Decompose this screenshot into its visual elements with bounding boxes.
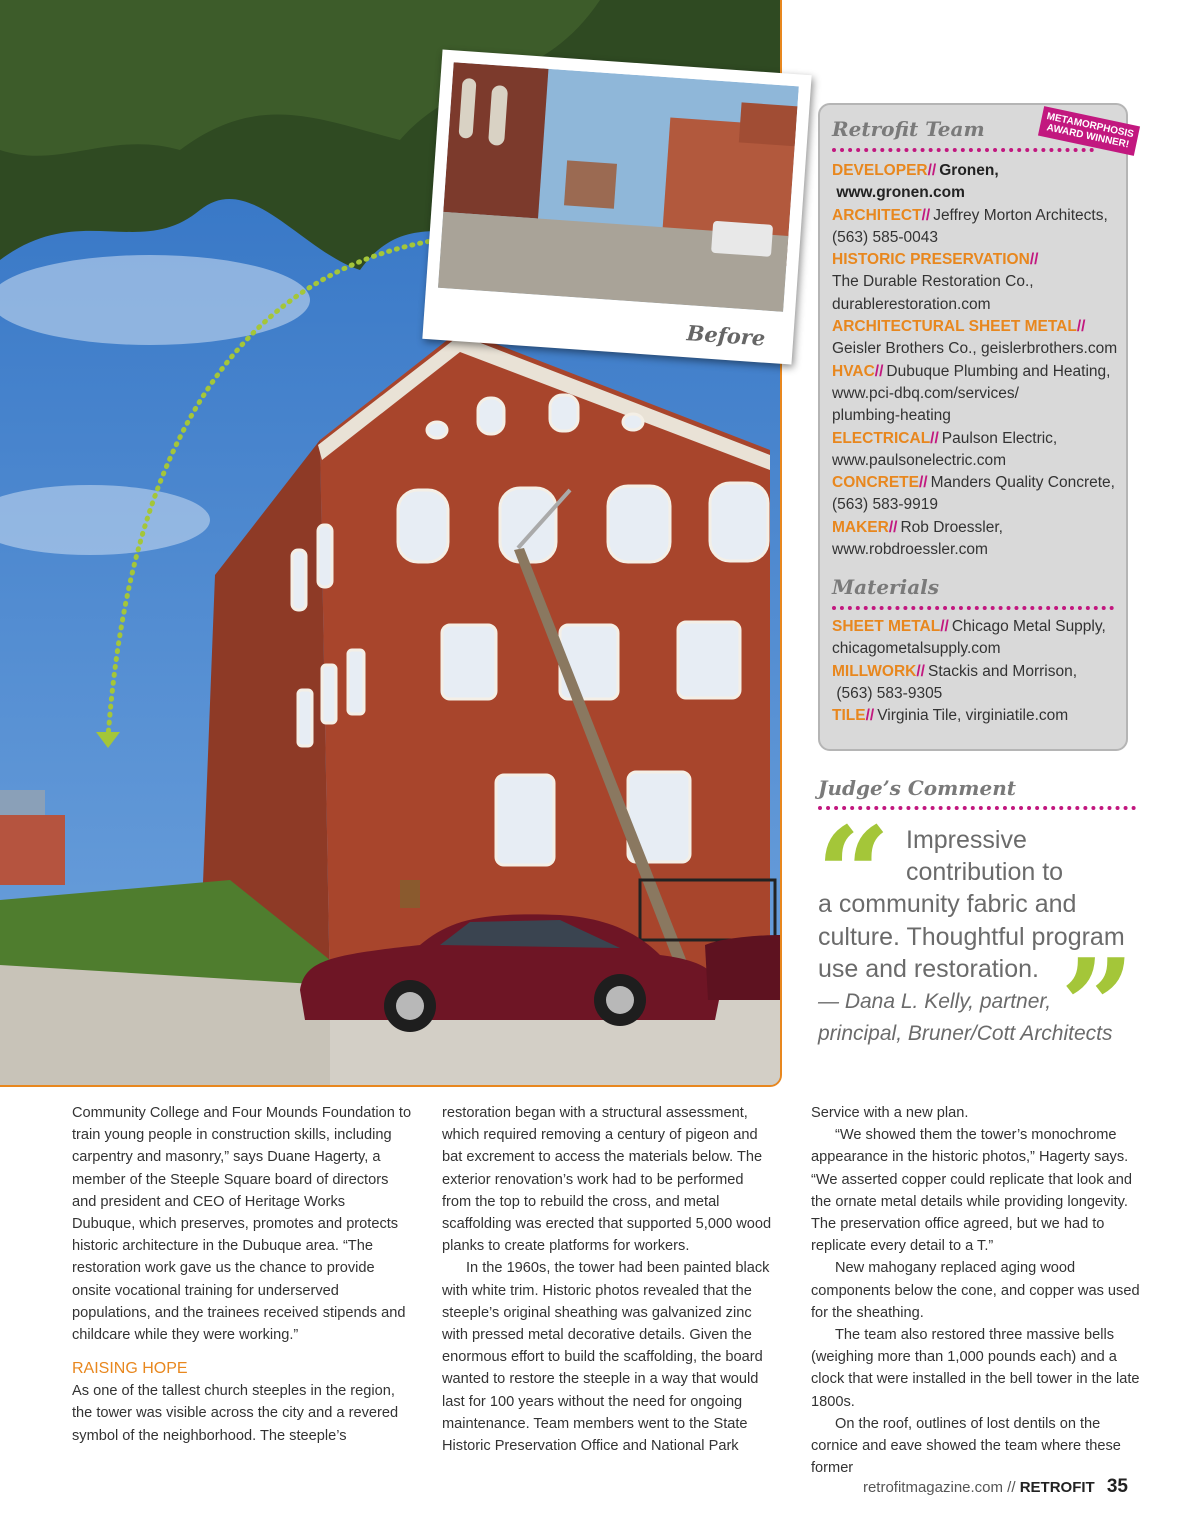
entry-label: DEVELOPER: [832, 162, 928, 179]
footer-site: retrofitmagazine.com //: [862, 1479, 1016, 1496]
team-entry-developer: DEVELOPER// Gronen,: [832, 162, 999, 179]
before-photo: [422, 49, 811, 364]
paragraph: As one of the tallest church steeples in the region, the tower was visible across the city and a revered symbol of the neighborhood. The steeple’s: [72, 1383, 399, 1444]
materials-divider: [832, 606, 1114, 610]
team-entry-maker: MAKER// Rob Droessler,: [832, 518, 1003, 536]
team-entry-historic-preservation: HISTORIC PRESERVATION//: [832, 251, 1039, 269]
team-list: DEVELOPER// Gronen, www.gronen.com ARCHITECT// Jeffrey Morton Architects, (563) 585-0043 HISTORIC PRESERVATION// The Durable Restoration Co., durablerestoration.com ARCHITECTURAL SHEET METAL// Geisler Brothers Co., geislerbrothers.com HVAC// Dubuque Plumbing and Heating, www.pci-dbq.com/services/ plumbing-heating ELECTRICAL// Paulson Electric, www.paulsonelectric.com CONCRETE// Manders Quality Concrete, (563) 583-9919 MAKER// Rob Droessler, www.robdroessler.com: [832, 160, 1122, 561]
paragraph: In the 1960s, the tower had been painted black with white trim. Historic photos revealed that the steeple’s original sheathing was galvanized zinc with pressed metal decorative details. Given the enormous effort to build the scaffolding, the board wanted to restore the steeple in a way that would last for 100 years without the need for ongoing maintenance. Team members went to the State Historic Preservation Office and National Park: [442, 1260, 770, 1455]
paragraph: Service with a new plan.: [811, 1105, 969, 1121]
close-quote-icon: ”: [1060, 930, 1135, 1083]
section-heading-raising-hope: RAISING HOPE: [72, 1360, 188, 1378]
footer-magazine: RETROFIT: [1019, 1479, 1095, 1496]
quote-line-2: contribution to: [906, 858, 1064, 886]
page-footer: [863, 1476, 1128, 1498]
award-badge: METAMORPHOSIS AWARD WINNER!: [1038, 106, 1140, 156]
paragraph: Community College and Four Mounds Foundation to train young people in construction skills, including carpentry and masonry,” says Duane Hagerty, a member of the Steeple Square board of directors and president and CEO of Heritage Works Dubuque, which preserves, promotes and protects historic architecture in the Dubuque area. “The restoration work gave us the chance to provide onsite vocational training for underserved populations, and the trainees received stipends and childcare while they were working.”: [72, 1105, 412, 1344]
article-column-2: [442, 1102, 772, 1457]
judges-comment-heading: Judge’s Comment: [818, 776, 1016, 800]
paragraph: On the roof, outlines of lost dentils on the cornice and eave showed the team where these former: [811, 1415, 1121, 1477]
page-number: 35: [1106, 1476, 1128, 1497]
material-entry-sheet-metal: SHEET METAL// Chicago Metal Supply,: [832, 618, 1106, 635]
paragraph: The team also restored three massive bells (weighing more than 1,000 pounds each) and a clock that were installed in the bell tower in the late 1800s.: [811, 1327, 1140, 1410]
team-entry-architect-phone: (563) 585-0043: [832, 228, 938, 246]
paragraph: New mahogany replaced aging wood components below the cone, and copper was used for the sheathing.: [811, 1260, 1140, 1321]
team-entry-architect: ARCHITECT// Jeffrey Morton Architects,: [832, 206, 1108, 224]
retrofit-team-heading: Retrofit Team: [832, 117, 985, 141]
paragraph: restoration began with a structural assessment, which required removing a century of pigeon and bat excrement to access the materials below. The exterior renovation’s work had to be performed from the top to rebuild the cross, and metal scaffolding was erected that supported 5,000 wood planks to create platforms for workers.: [442, 1105, 772, 1255]
quote-attribution: — Dana L. Kelly, partner, principal, Bruner/Cott Architects: [818, 990, 1113, 1045]
before-photo-illustration: [438, 62, 799, 312]
team-entry-developer-url: www.gronen.com: [836, 184, 965, 202]
material-entry-millwork: MILLWORK// Stackis and Morrison,: [832, 662, 1078, 680]
article-column-3: [811, 1102, 1145, 1479]
paragraph: “We showed them the tower’s monochrome appearance in the historic photos,” Hagerty says. “We asserted copper could replicate that look and the ornate metal details while providing longevity. The preservation office agreed, but we had to replicate every detail to a T.”: [811, 1127, 1132, 1255]
team-entry-sheet-metal: ARCHITECTURAL SHEET METAL//: [832, 318, 1086, 336]
heading-divider: [832, 148, 1094, 152]
open-quote-icon: “: [816, 798, 891, 951]
entry-text: Gronen,: [939, 162, 999, 179]
material-entry-tile: TILE// Virginia Tile, virginiatile.com: [832, 707, 1069, 725]
quote-line-5: use and restoration.: [818, 955, 1039, 983]
team-entry-electrical: ELECTRICAL// Paulson Electric,: [832, 429, 1058, 447]
quote-line-4: culture. Thoughtful program: [818, 923, 1125, 951]
materials-heading: Materials: [832, 575, 940, 599]
before-label: Before: [685, 320, 767, 351]
retrofit-team-box: [818, 103, 1128, 751]
quote-line-1: Impressive: [906, 826, 1027, 854]
team-entry-hvac: HVAC// Dubuque Plumbing and Heating,: [832, 362, 1111, 380]
materials-list: SHEET METAL// Chicago Metal Supply, chicagometalsupply.com MILLWORK// Stackis and Morrison, (563) 583-9305 TILE// Virginia Tile, virginiatile.com: [832, 616, 1122, 727]
team-entry-concrete: CONCRETE// Manders Quality Concrete,: [832, 474, 1115, 492]
article-column-1: [72, 1102, 412, 1447]
quote-line-3: a community fabric and: [818, 890, 1077, 918]
